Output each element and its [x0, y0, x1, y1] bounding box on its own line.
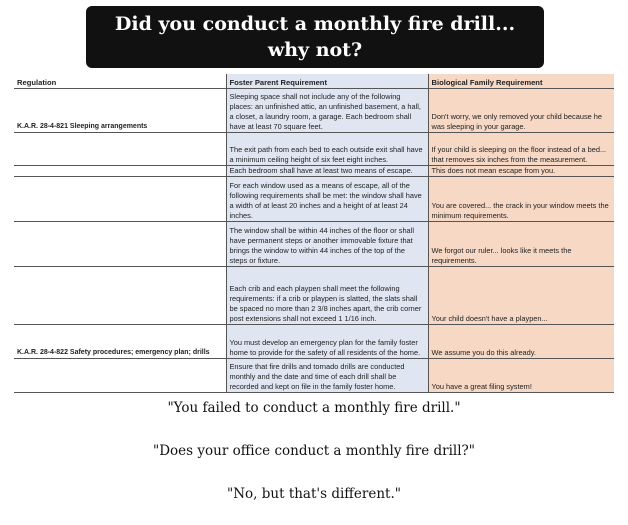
foster-cell: You must develop an emergency plan for the family foster home to provide for the safety of all residents of the home. [226, 325, 428, 359]
regulation-cell [14, 133, 226, 166]
bio-cell: We forgot our ruler... looks like it meets the requirements. [428, 222, 614, 267]
regulation-cell [14, 267, 226, 325]
foster-cell: Sleeping space shall not include any of the following places: an unfinished attic, an unfinished basement, a hall, a closet, a laundry room, a garage. Each bedroom shall have at least 70 square feet. [226, 89, 428, 133]
quote-thats-different: "No, but that's different." [227, 486, 401, 502]
bio-cell: You are covered... the crack in your window meets the minimum requirements. [428, 177, 614, 222]
regulation-table [14, 74, 614, 393]
regulation-cell [14, 166, 226, 177]
quote-failed-drill: "You failed to conduct a monthly fire drill." [167, 400, 461, 416]
foster-cell: The exit path from each bed to each outside exit shall have a minimum ceiling height of six feet eight inches. [226, 133, 428, 166]
table-row [14, 222, 614, 267]
quote-office-drill: "Does your office conduct a monthly fire drill?" [153, 443, 475, 459]
header-foster-requirement: Foster Parent Requirement [226, 74, 428, 89]
bio-cell: If your child is sleeping on the floor instead of a bed... that removes six inches from the measurement. [428, 133, 614, 166]
table-row [14, 359, 614, 393]
regulation-cell [14, 177, 226, 222]
header-bio-requirement: Biological Family Requirement [428, 74, 614, 89]
bio-cell: This does not mean escape from you. [428, 166, 614, 177]
bio-cell: You have a great filing system! [428, 359, 614, 393]
table-row [14, 89, 614, 133]
bio-cell: We assume you do this already. [428, 325, 614, 359]
regulation-cell: K.A.R. 28-4-821 Sleeping arrangements [14, 89, 226, 133]
title-banner [86, 6, 544, 68]
foster-cell: Ensure that fire drills and tornado drills are conducted monthly and the date and time of each drill shall be recorded and kept on file in the family foster home. [226, 359, 428, 393]
table-row [14, 267, 614, 325]
regulation-cell [14, 359, 226, 393]
regulation-cell [14, 222, 226, 267]
foster-cell: The window shall be within 44 inches of the floor or shall have permanent steps or another immovable fixture that brings the window to within 44 inches of the top of the steps or fixture. [226, 222, 428, 267]
table-row [14, 166, 614, 177]
title-line-2: why not? [267, 39, 363, 61]
bio-cell: Don't worry, we only removed your child because he was sleeping in your garage. [428, 89, 614, 133]
table-row [14, 325, 614, 359]
regulation-cell: K.A.R. 28-4-822 Safety procedures; emergency plan; drills [14, 325, 226, 359]
bio-cell: Your child doesn't have a playpen... [428, 267, 614, 325]
table-row [14, 177, 614, 222]
foster-cell: Each crib and each playpen shall meet the following requirements: if a crib or playpen is slatted, the slats shall be spaced no more than 2 3/8 inches apart, the crib corner post extensions shall not exceed 1 1/16 inch. [226, 267, 428, 325]
table-header-row [14, 74, 614, 89]
foster-cell: For each window used as a means of escape, all of the following requirements shall be met: the window shall have a width of at least 20 inches and a height of at least 24 inches. [226, 177, 428, 222]
title-line-1: Did you conduct a monthly fire drill... [114, 13, 516, 35]
table-row [14, 133, 614, 166]
foster-cell: Each bedroom shall have at least two means of escape. [226, 166, 428, 177]
header-regulation: Regulation [14, 74, 226, 89]
